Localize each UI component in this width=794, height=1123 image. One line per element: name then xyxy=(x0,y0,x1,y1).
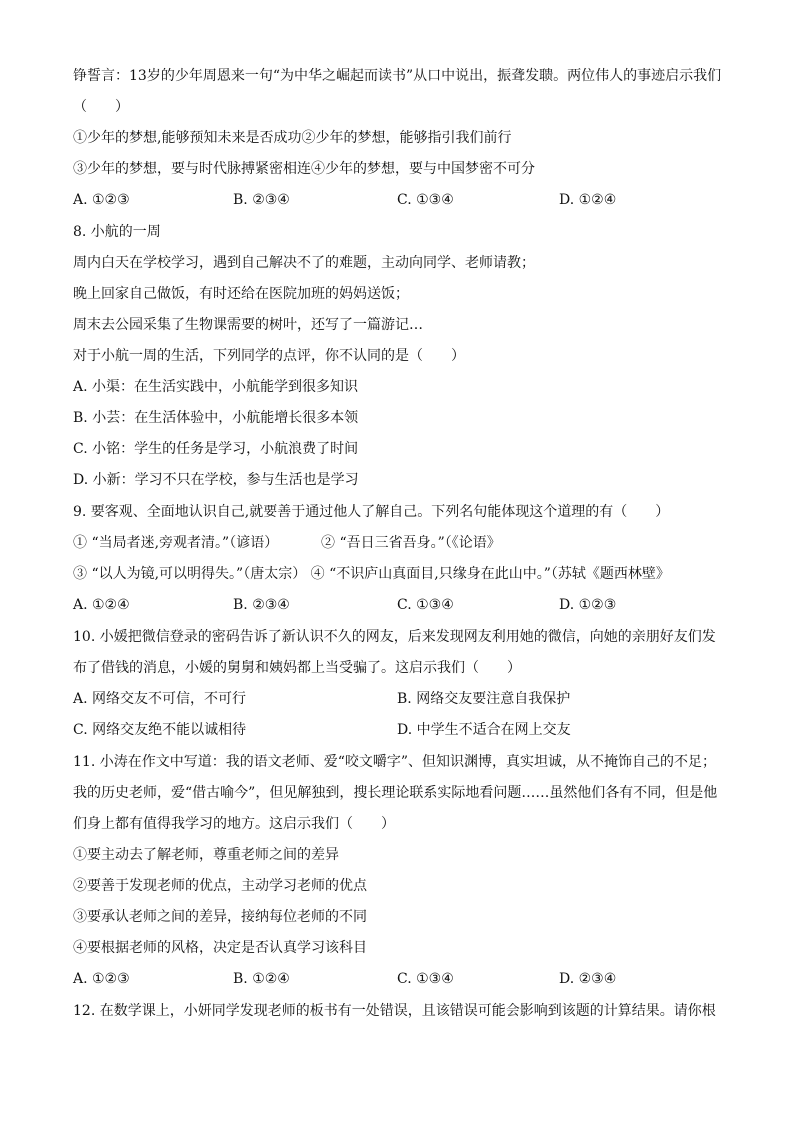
q9-statement-2: ② “吾日三省吾身。”（《论语》 xyxy=(321,535,501,551)
q9-statements-2: ③ “以人为镜,可以明得失。”（唐太宗） ④ “不识庐山真面目,只缘身在此山中。”（苏轼《题西林壁》 xyxy=(73,566,670,582)
q7-option-c[interactable]: C. ①③④ xyxy=(397,192,454,208)
q11-option-a[interactable]: A. ①②③ xyxy=(73,971,130,987)
q11-statement-2: ②要善于发现老师的优点，主动学习老师的优点 xyxy=(73,878,367,894)
q10-option-b[interactable]: B. 网络交友要注意自我保护 xyxy=(397,691,571,707)
q8-option-d[interactable]: D. 小新：学习不只在学校，参与生活也是学习 xyxy=(73,472,359,488)
q7-statement-1: ①少年的梦想,能够预知未来是否成功②少年的梦想，能够指引我们前行 xyxy=(73,130,512,146)
q7-option-b[interactable]: B. ②③④ xyxy=(233,192,290,208)
q9-option-d[interactable]: D. ①②③ xyxy=(559,597,617,613)
q11-statement-1: ①要主动去了解老师，尊重老师之间的差异 xyxy=(73,847,339,863)
q10-option-c[interactable]: C. 网络交友绝不能以诚相待 xyxy=(73,722,247,738)
q11-stem-line-2: 我的历史老师，爱“借古喻今”，但见解独到，搜长理论联系实际地看问题……虽然他们各有不同，但是他 xyxy=(73,785,718,801)
q7-option-a[interactable]: A. ①②③ xyxy=(73,192,130,208)
q11-option-b[interactable]: B. ①②④ xyxy=(233,971,290,987)
q11-option-d[interactable]: D. ②③④ xyxy=(559,971,617,987)
q7-statement-2: ③少年的梦想，要与时代脉搏紧密相连④少年的梦想，要与中国梦密不可分 xyxy=(73,161,535,177)
q11-statement-3: ③要承认老师之间的差异，接纳每位老师的不同 xyxy=(73,909,367,925)
q8-title: 8. 小航的一周 xyxy=(73,224,161,240)
q9-option-c[interactable]: C. ①③④ xyxy=(397,597,454,613)
q8-paragraph-3: 周末去公园采集了生物课需要的树叶，还写了一篇游记… xyxy=(73,317,423,333)
q7-option-d[interactable]: D. ①②④ xyxy=(559,192,617,208)
q8-option-a[interactable]: A. 小渠：在生活实践中，小航能学到很多知识 xyxy=(73,379,359,395)
q12-stem-line-1: 12. 在数学课上，小妍同学发现老师的板书有一处错误，且该错误可能会影响到该题的计算结果。请你根 xyxy=(73,1003,716,1019)
q9-option-a[interactable]: A. ①②④ xyxy=(73,597,130,613)
q11-stem-line-1: 11. 小涛在作文中写道：我的语文老师、爱“咬文嚼字”、但知识渊博，真实坦诚，从不掩饰自己的不足； xyxy=(73,754,717,770)
q11-option-c[interactable]: C. ①③④ xyxy=(397,971,454,987)
q11-statement-4: ④要根据老师的风格，决定是否认真学习该科目 xyxy=(73,940,367,956)
q9-statement-1: ① “当局者迷,旁观者清。”（谚语） xyxy=(73,535,279,551)
q9-stem: 9. 要客观、全面地认识自己,就要善于通过他人了解自己。下列名句能体现这个道理的有（ ） xyxy=(73,504,670,520)
q9-option-b[interactable]: B. ②③④ xyxy=(233,597,290,613)
q11-stem-line-3: 们身上都有值得我学习的地方。这启示我们（ ） xyxy=(73,816,395,832)
q7-stem-line-2: （ ） xyxy=(73,99,129,115)
q10-stem-line-2: 布了借钱的消息，小媛的舅舅和姨妈都上当受骗了。这启示我们（ ） xyxy=(73,660,521,676)
q10-option-a[interactable]: A. 网络交友不可信，不可行 xyxy=(73,691,247,707)
q7-stem-line-1: 铮誓言：13岁的少年周恩来一句“为中华之崛起而读书”从口中说出，振聋发聩。两位伟人的事迹启示我们 xyxy=(73,68,722,84)
q8-option-b[interactable]: B. 小芸：在生活体验中，小航能增长很多本领 xyxy=(73,410,359,426)
q10-stem-line-1: 10. 小媛把微信登录的密码告诉了新认识不久的网友，后来发现网友利用她的微信，向她的亲朋好友们发 xyxy=(73,629,716,645)
q8-paragraph-2: 晚上回家自己做饭，有时还给在医院加班的妈妈送饭； xyxy=(73,286,409,302)
q8-paragraph-1: 周内白天在学校学习，遇到自己解决不了的难题，主动向同学、老师请教； xyxy=(73,255,535,271)
q8-question: 对于小航一周的生活，下列同学的点评，你不认同的是（ ） xyxy=(73,348,465,364)
q10-option-d[interactable]: D. 中学生不适合在网上交友 xyxy=(397,722,571,738)
q8-option-c[interactable]: C. 小铭：学生的任务是学习，小航浪费了时间 xyxy=(73,441,359,457)
